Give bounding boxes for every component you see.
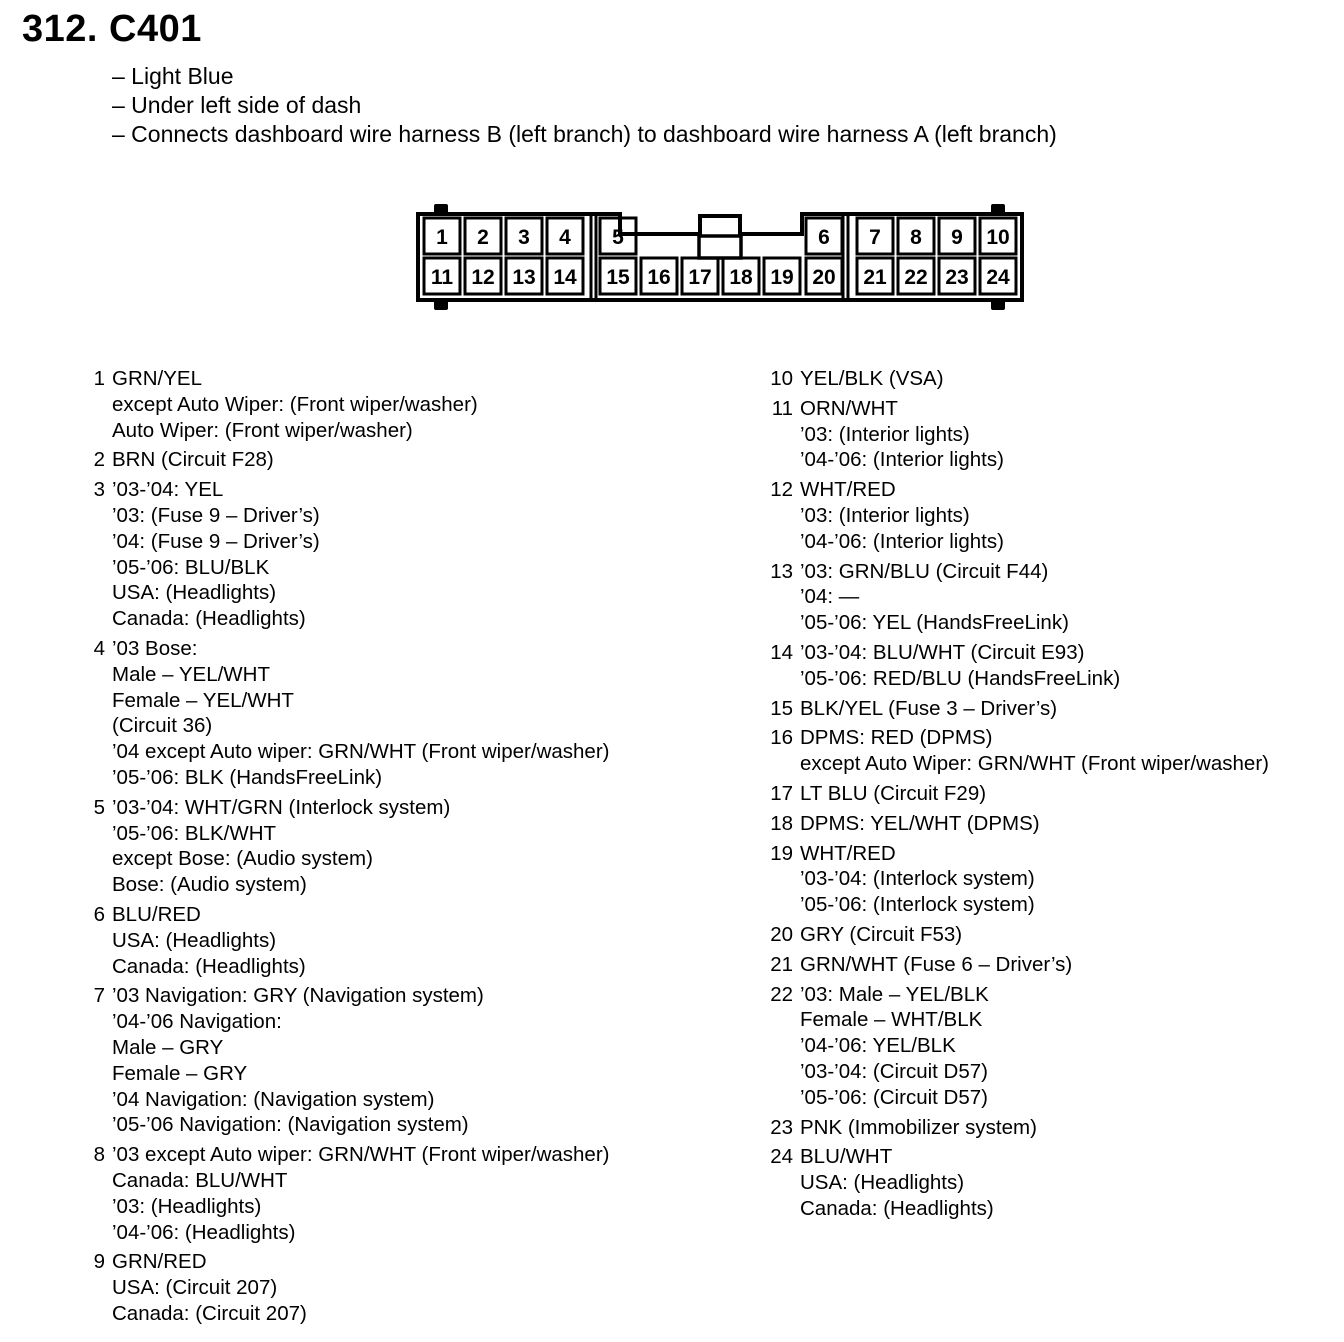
pin-description-line: Male – YEL/WHT xyxy=(112,662,270,686)
pin-entry-4 xyxy=(80,636,609,791)
pin-description xyxy=(800,922,1269,948)
pin-description xyxy=(112,1249,609,1326)
pin-description-line: BLU/RED xyxy=(112,902,201,926)
pin-label: 14 xyxy=(553,266,577,289)
pin-description-line: ORN/WHT xyxy=(800,396,898,420)
pin-description-line: ’03-’04: BLU/WHT (Circuit E93) xyxy=(800,640,1085,664)
pin-label: 12 xyxy=(471,266,495,289)
pin-entry-18 xyxy=(768,811,1269,837)
pin-entry-7 xyxy=(80,983,609,1138)
pin-label: 1 xyxy=(436,226,448,249)
pin-description-line: WHT/RED xyxy=(800,478,896,502)
pin-number: 15 xyxy=(770,696,793,720)
pin-description-line: except Auto Wiper: GRN/WHT (Front wiper/washer) xyxy=(800,752,1269,776)
pin-description xyxy=(800,982,1269,1111)
connector-latch xyxy=(699,236,741,258)
pin-description-line: ’04-’06: (Headlights) xyxy=(112,1220,296,1244)
connector-diagram xyxy=(400,196,1040,320)
pin-number: 16 xyxy=(770,726,793,750)
pin-description-line: ’05-’06: BLK (HandsFreeLink) xyxy=(112,765,383,789)
pin-entry-24 xyxy=(768,1144,1269,1221)
pin-description-line: ’04-’06: (Interior lights) xyxy=(800,448,1004,472)
pin-description-line: GRN/YEL xyxy=(112,367,202,390)
pin-description-line: ’05-’06: BLU/BLK xyxy=(112,555,270,579)
pin-label: 5 xyxy=(612,226,624,249)
pin-entry-9 xyxy=(80,1249,609,1326)
pin-entry-6 xyxy=(80,902,609,979)
pin-description xyxy=(112,983,609,1138)
pin-description-line: ’04 Navigation: (Navigation system) xyxy=(112,1087,435,1111)
pin-label: 6 xyxy=(818,226,830,249)
pin-label: 21 xyxy=(863,266,887,289)
pin-description-line: ’03: (Fuse 9 – Driver’s) xyxy=(112,503,320,527)
pin-entry-10 xyxy=(768,366,1269,392)
pin-description xyxy=(800,559,1269,636)
pin-description-line: except Bose: (Audio system) xyxy=(112,847,373,871)
pin-description-line: YEL/BLK (VSA) xyxy=(800,367,944,390)
pin-description-line: ’03-’04: (Circuit D57) xyxy=(800,1059,988,1083)
pin-description xyxy=(112,795,609,898)
pin-number: 23 xyxy=(770,1115,793,1139)
pin-description xyxy=(112,477,609,632)
pin-description-line: ’03-’04: (Interlock system) xyxy=(800,867,1035,891)
pin-description-line: ’05-’06: BLK/WHT xyxy=(112,821,277,845)
pin-description-line: GRY (Circuit F53) xyxy=(800,922,963,946)
pin-entry-19 xyxy=(768,841,1269,918)
pin-entry-11 xyxy=(768,396,1269,473)
pin-description-line: (Circuit 36) xyxy=(112,714,213,738)
pin-label: 17 xyxy=(688,266,712,289)
pin-number: 14 xyxy=(770,640,793,664)
pin-description-line: ’03: (Headlights) xyxy=(112,1194,262,1218)
pin-entry-22 xyxy=(768,982,1269,1111)
pin-description-line: ’04-’06 Navigation: xyxy=(112,1010,282,1034)
description-connection: – Connects dashboard wire harness B (left branch) to dashboard wire harness A (left branch) xyxy=(112,121,1057,147)
pin-entry-13 xyxy=(768,559,1269,636)
pin-description-line: ’04-’06: (Interior lights) xyxy=(800,529,1004,553)
pin-description xyxy=(800,366,1269,392)
pin-description-line: Canada: (Headlights) xyxy=(112,607,306,631)
pin-description xyxy=(800,725,1269,777)
pin-number: 3 xyxy=(93,478,105,502)
pin-description-line: USA: (Circuit 207) xyxy=(112,1276,278,1300)
pin-description-line: ’03 except Auto wiper: GRN/WHT (Front wiper/washer) xyxy=(112,1143,610,1167)
pin-description-line: ’05-’06 Navigation: (Navigation system) xyxy=(112,1113,469,1137)
connector-description xyxy=(112,62,1057,149)
pin-description-line: DPMS: YEL/WHT (DPMS) xyxy=(800,811,1040,835)
pin-entry-2 xyxy=(80,447,609,473)
pin-description xyxy=(800,811,1269,837)
pin-description-line: WHT/RED xyxy=(800,841,896,865)
pin-number: 6 xyxy=(93,902,105,926)
pin-entry-5 xyxy=(80,795,609,898)
pin-description-line: ’05-’06: YEL (HandsFreeLink) xyxy=(800,611,1069,635)
pin-description-line: ’03: GRN/BLU (Circuit F44) xyxy=(800,559,1049,583)
pin-description-line: ’04-’06: YEL/BLK xyxy=(800,1034,956,1058)
pin-entry-23 xyxy=(768,1115,1269,1141)
pin-description xyxy=(800,640,1269,692)
pin-number: 21 xyxy=(770,952,793,976)
pin-number: 18 xyxy=(770,811,793,835)
pin-description-line: PNK (Immobilizer system) xyxy=(800,1115,1037,1139)
pin-number: 22 xyxy=(770,982,793,1006)
pin-description-line: Male – GRY xyxy=(112,1035,224,1059)
pin-description-line: GRN/RED xyxy=(112,1250,207,1274)
pin-label: 13 xyxy=(512,266,536,289)
pin-entry-1 xyxy=(80,366,609,443)
pin-description-line: ’03: (Interior lights) xyxy=(800,503,970,527)
pin-description-line: ’03-’04: WHT/GRN (Interlock system) xyxy=(112,795,451,819)
locking-post-bottom-right xyxy=(991,298,1005,310)
pin-label: 4 xyxy=(559,226,571,249)
pin-entry-21 xyxy=(768,952,1269,978)
pin-label: 18 xyxy=(729,266,753,289)
pin-number: 11 xyxy=(771,396,793,420)
pin-description-line: ’03: (Interior lights) xyxy=(800,422,970,446)
pin-label: 16 xyxy=(647,266,671,289)
pin-description-line: ’04 except Auto wiper: GRN/WHT (Front wiper/washer) xyxy=(112,740,610,764)
pin-description xyxy=(112,902,609,979)
pin-description-line: BLU/WHT xyxy=(800,1145,893,1169)
pin-label: 15 xyxy=(606,266,630,289)
pin-description-line: ’03 Bose: xyxy=(112,636,198,660)
pin-number: 17 xyxy=(770,781,793,805)
pin-number: 13 xyxy=(770,559,793,583)
pin-label: 20 xyxy=(812,266,836,289)
pin-description-line: GRN/WHT (Fuse 6 – Driver’s) xyxy=(800,952,1073,976)
pin-number: 8 xyxy=(93,1143,105,1167)
pin-description-line: ’05-’06: RED/BLU (HandsFreeLink) xyxy=(800,666,1121,690)
pin-description-line: LT BLU (Circuit F29) xyxy=(800,781,987,805)
pin-label: 10 xyxy=(986,226,1010,249)
pin-label: 9 xyxy=(951,226,963,249)
pin-description xyxy=(800,1144,1269,1221)
pin-description xyxy=(800,477,1269,554)
pin-entry-17 xyxy=(768,781,1269,807)
pin-description xyxy=(112,447,609,473)
pin-number: 9 xyxy=(93,1250,105,1274)
pin-number: 4 xyxy=(93,636,105,660)
pin-label: 22 xyxy=(904,266,928,289)
pin-label: 8 xyxy=(910,226,922,249)
pin-number: 20 xyxy=(770,922,793,946)
pin-list-left xyxy=(80,366,609,1331)
pin-number: 2 xyxy=(93,448,105,472)
pin-description-line: ’04: — xyxy=(800,585,860,609)
pin-description-line: USA: (Headlights) xyxy=(112,581,277,605)
pin-entry-16 xyxy=(768,725,1269,777)
pin-description-line: Female – YEL/WHT xyxy=(112,688,294,712)
page-title: 312. C401 xyxy=(22,8,202,50)
pin-description-line: ’05-’06: (Circuit D57) xyxy=(800,1085,988,1109)
pin-description xyxy=(800,952,1269,978)
pin-description-line: Canada: (Circuit 207) xyxy=(112,1301,307,1325)
locking-post-top-right xyxy=(991,204,1005,216)
locking-post-top-left xyxy=(434,204,448,216)
pin-description xyxy=(800,1115,1269,1141)
pin-label: 2 xyxy=(477,226,489,249)
pin-description-line: ’04: (Fuse 9 – Driver’s) xyxy=(112,529,320,553)
pin-description-line: ’03: Male – YEL/BLK xyxy=(800,982,989,1006)
pin-description-line: Female – WHT/BLK xyxy=(800,1008,983,1032)
pin-label: 11 xyxy=(430,266,454,289)
pin-entry-15 xyxy=(768,696,1269,722)
pin-description xyxy=(112,366,609,443)
pin-entry-8 xyxy=(80,1142,609,1245)
description-location: – Under left side of dash xyxy=(112,92,362,118)
pin-description xyxy=(800,696,1269,722)
pin-description-line: Canada: (Headlights) xyxy=(800,1196,994,1220)
pin-description-line: BRN (Circuit F28) xyxy=(112,448,274,472)
pin-description xyxy=(800,396,1269,473)
pin-number: 24 xyxy=(770,1145,793,1169)
pin-list-right xyxy=(768,366,1269,1226)
pin-description-line: USA: (Headlights) xyxy=(112,928,277,952)
locking-post-bottom-left xyxy=(434,298,448,310)
pin-label: 7 xyxy=(869,226,881,249)
pin-label: 19 xyxy=(770,266,794,289)
pin-entry-20 xyxy=(768,922,1269,948)
pin-description-line: Bose: (Audio system) xyxy=(112,873,307,897)
pin-number: 5 xyxy=(93,795,105,819)
pin-entry-3 xyxy=(80,477,609,632)
pin-description xyxy=(800,781,1269,807)
pin-description-line: ’03 Navigation: GRY (Navigation system) xyxy=(112,984,484,1008)
pin-description xyxy=(112,636,609,791)
pin-description-line: USA: (Headlights) xyxy=(800,1171,965,1195)
pin-label: 3 xyxy=(518,226,530,249)
pin-description-line: DPMS: RED (DPMS) xyxy=(800,726,993,750)
pin-description-line: BLK/YEL (Fuse 3 – Driver’s) xyxy=(800,696,1058,720)
pin-label: 23 xyxy=(945,266,969,289)
pin-label: 24 xyxy=(986,266,1010,289)
pin-entry-12 xyxy=(768,477,1269,554)
pin-description-line: Canada: BLU/WHT xyxy=(112,1168,288,1192)
pin-number: 19 xyxy=(770,841,793,865)
pin-description-line: except Auto Wiper: (Front wiper/washer) xyxy=(112,392,478,416)
pin-description-line: Auto Wiper: (Front wiper/washer) xyxy=(112,418,413,442)
pin-description-line: Female – GRY xyxy=(112,1061,248,1085)
pin-entry-14 xyxy=(768,640,1269,692)
pin-description-line: ’05-’06: (Interlock system) xyxy=(800,893,1035,917)
pin-number: 1 xyxy=(93,367,105,390)
pin-number: 7 xyxy=(93,984,105,1008)
description-color: – Light Blue xyxy=(112,63,234,89)
pin-description-line: Canada: (Headlights) xyxy=(112,954,306,978)
pin-description xyxy=(112,1142,609,1245)
pin-description-line: ’03-’04: YEL xyxy=(112,478,224,502)
pin-description xyxy=(800,841,1269,918)
pin-number: 12 xyxy=(770,478,793,502)
pin-number: 10 xyxy=(770,367,793,390)
